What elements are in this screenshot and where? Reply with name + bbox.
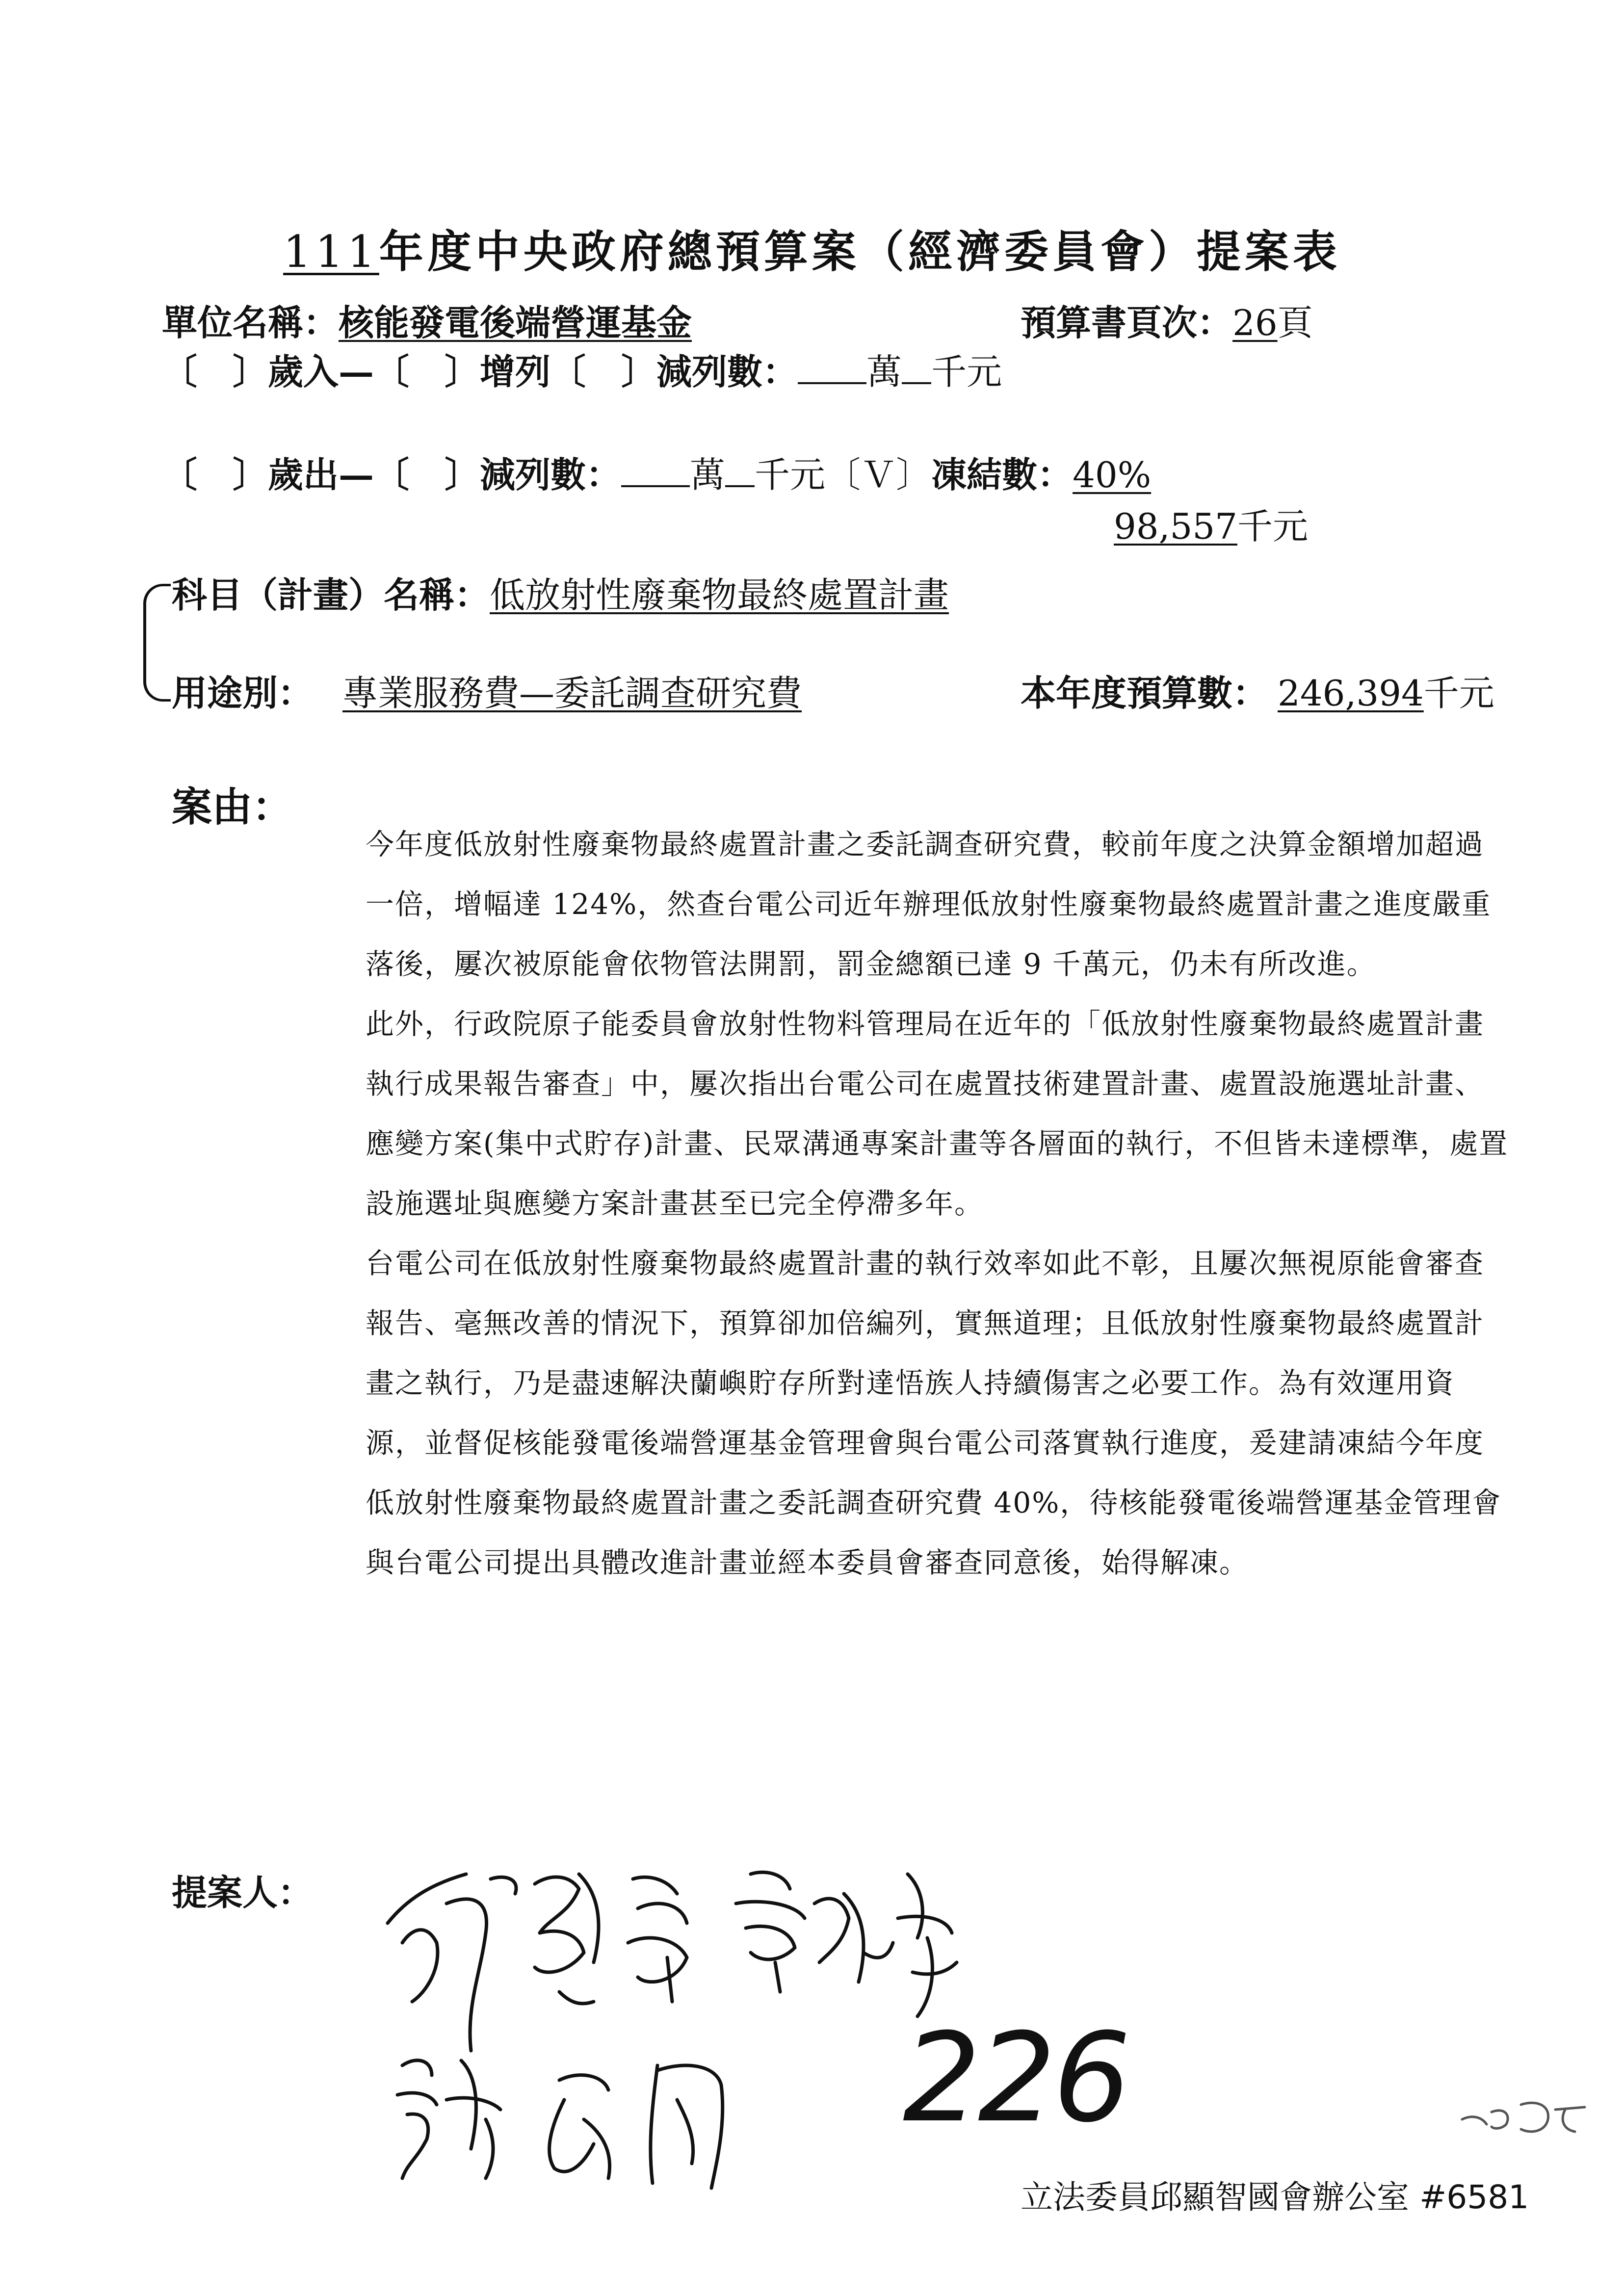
page-title bbox=[0, 216, 1624, 280]
budget-value: 246,394 bbox=[1278, 673, 1424, 714]
expense-bracket: 〔 〕歲出—〔 〕 bbox=[162, 454, 480, 496]
freeze-label: 凍結數： bbox=[931, 454, 1073, 496]
office-label: 立法委員邱顯智國會辦公室 #6581 bbox=[1021, 2178, 1529, 2216]
expense-wan: 萬 bbox=[690, 454, 726, 496]
reason-body bbox=[366, 814, 1509, 1592]
stamp-number: 226 bbox=[903, 2007, 1128, 2149]
freeze-amount-row bbox=[1114, 498, 1308, 549]
reason-label: 案由： bbox=[172, 783, 293, 831]
income-bracket: 〔 〕歲入—〔 〕 bbox=[162, 351, 480, 392]
expense-blank-qian bbox=[725, 456, 755, 487]
reason-paragraph-2: 此外，行政院原子能委員會放射性物料管理局在近年的「低放射性廢棄物最終處置計畫執行成果報告審查」中，屢次指出台電公司在處置技術建置計畫、處置設施選址計畫、應變方案(集中式貯存)計畫、民眾溝通專案計畫等各層面的執行，不但皆未達標準，處置設施選址與應變方案計畫甚至已完全停滯多年。 bbox=[366, 1007, 1509, 1220]
budget-unit: 千元 bbox=[1423, 673, 1494, 714]
subject-usage-bracket bbox=[143, 584, 171, 702]
proposer-label: 提案人： bbox=[172, 1872, 314, 1913]
title-text: 年度中央政府總預算案（經濟委員會）提案表 bbox=[379, 226, 1341, 278]
freeze-checkbox: 〔Ｖ〕 bbox=[825, 454, 932, 496]
page-ref-suffix: 頁 bbox=[1277, 302, 1313, 343]
unit-label: 單位名稱： bbox=[162, 302, 339, 343]
usage-row bbox=[172, 665, 821, 716]
usage-label: 用途別： bbox=[172, 672, 314, 714]
budget-label: 本年度預算數： bbox=[1021, 672, 1268, 714]
expense-row bbox=[162, 446, 1151, 497]
freeze-percent: 40% bbox=[1073, 454, 1152, 496]
page-ref-label: 預算書頁次： bbox=[1021, 302, 1233, 343]
unit-value: 核能發電後端營運基金 bbox=[339, 302, 692, 343]
expense-decrease-label: 減列數： bbox=[480, 454, 622, 496]
income-decrease-label: 減列數： bbox=[656, 351, 798, 392]
income-row bbox=[162, 343, 1002, 394]
income-qian: 千元 bbox=[931, 351, 1002, 392]
income-wan: 萬 bbox=[866, 351, 902, 392]
subject-label: 科目（計畫）名稱： bbox=[172, 574, 490, 616]
unit-row bbox=[162, 294, 692, 345]
reason-paragraph-3: 台電公司在低放射性廢棄物最終處置計畫的執行效率如此不彰，且屢次無視原能會審查報告、毫無改善的情況下，預算卻加倍編列，實無道理；且低放射性廢棄物最終處置計畫之執行，乃是盡速解決蘭嶼貯存所對達悟族人持續傷害之必要工作。為有效運用資源，並督促核能發電後端營運基金管理會與台電公司落實執行進度，爰建請凍結今年度低放射性廢棄物最終處置計畫之委託調查研究費 40%，待核能發電後端營運基金管理會與台電公司提出具體改進計畫並經本委員會審查同意後，始得解凍。 bbox=[366, 1247, 1502, 1579]
freeze-amount: 98,557 bbox=[1114, 506, 1237, 547]
reason-paragraph-1: 今年度低放射性廢棄物最終處置計畫之委託調查研究費，較前年度之決算金額增加超過一倍，增幅達 124%，然查台電公司近年辦理低放射性廢棄物最終處置計畫之進度嚴重落後，屢次被原能會依物管法開罰，罰金總額已達 9 千萬元，仍未有所改進。 bbox=[366, 828, 1492, 981]
expense-qian: 千元 bbox=[755, 454, 826, 496]
income-blank-qian bbox=[902, 353, 931, 384]
income-blank-wan bbox=[798, 353, 866, 384]
page-ref-row bbox=[1021, 294, 1313, 345]
freeze-unit: 千元 bbox=[1237, 506, 1308, 547]
income-increase-label: 增列 bbox=[480, 351, 551, 392]
subject-value: 低放射性廢棄物最終處置計畫 bbox=[490, 574, 949, 616]
corner-handwritten-mark bbox=[1457, 2085, 1595, 2139]
expense-blank-wan bbox=[621, 456, 690, 487]
page-ref-value: 26 bbox=[1232, 302, 1278, 343]
subject-row bbox=[172, 567, 949, 618]
income-bracket-2: 〔 〕 bbox=[550, 351, 657, 392]
title-year: 111 bbox=[283, 226, 379, 278]
usage-value: 專業服務費—委託調查研究費 bbox=[342, 673, 802, 714]
budget-row bbox=[1021, 665, 1494, 716]
